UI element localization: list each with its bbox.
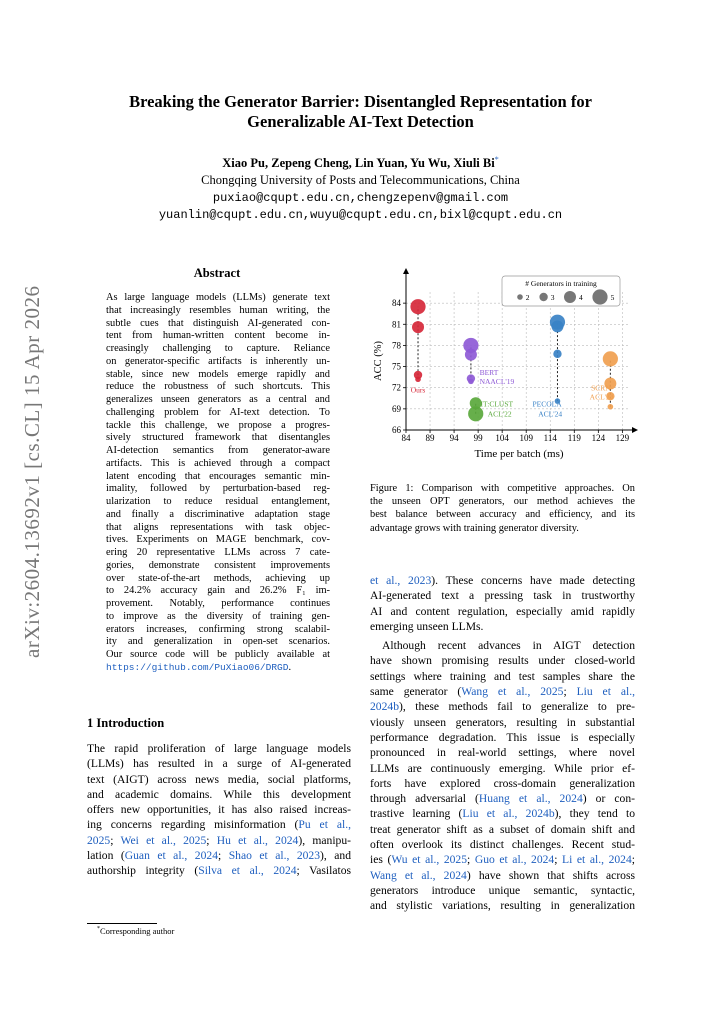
abstract-line: ity and generalization in open-set scenarios. [106,636,330,648]
legend-marker [539,293,547,301]
data-point [410,299,425,314]
introduction-line: ing concerns regarding misinformation (Pu et al., [87,818,351,832]
data-point [553,350,561,358]
figure-1-chart [350,262,640,462]
legend-title: # Generators in training [525,279,597,288]
series-annotation: SCRN [591,383,611,393]
x-tick-label: 104 [495,433,509,443]
right-column-line: AI-generated text a pressing task in trustworthy [370,589,635,603]
abstract-line: tent from human-written content become in- [106,330,330,342]
emails-line-1: puxiao@cqupt.edu.cn,chengzepenv@gmail.com [212,191,509,205]
right-column-line: treat generator shift as a subset of domain shift and [370,822,635,836]
abstract-line: ering 20 representative LLMs across 7 cate- [106,547,330,558]
abstract-line: reduce the robustness of such shortcuts. This [106,381,330,393]
arxiv-stamp: arXiv:2604.13692v1 [cs.CL] 15 Apr 2026 [20,285,44,658]
right-column-line: generators introduce unique semantic, syntactic, [370,883,635,897]
x-tick-label: 94 [449,433,459,443]
y-tick-label: 78 [392,340,401,351]
right-column-line: same generator (Wang et al., 2025; Liu et al., [370,685,635,699]
x-tick-label: 114 [543,433,557,443]
data-point [412,321,424,333]
right-column-line: settings where training and test samples share the [370,669,635,683]
caption-line: the unseen OPT generators, our method achieves the [370,496,635,508]
introduction-line: (LLMs) has resulted in a surge of AI-generated [87,757,351,771]
link-period: . [288,661,292,673]
right-column-line: often overlook its distinct challenges. Recent stud- [370,838,635,852]
legend-marker [517,294,523,300]
caption-line: advantage grows with training generator diversity. [370,522,579,534]
abstract-line: challenging problem for AI-text detection. To [106,406,330,418]
y-tick-label: 69 [392,403,401,414]
series-annotation: BERT [479,368,499,378]
legend-label: 4 [579,293,583,302]
legend-marker [592,289,607,304]
paper-title [60,92,661,132]
caption-line: best balance between accuracy and efficiency, and its [370,509,635,521]
abstract-line: subtle cues that distinguish AI-generated con- [106,317,330,329]
abstract-line: artifacts. This is achieved through a compact [106,457,330,469]
abstract-line: tives. Experiments on MAGE benchmark, cov- [106,534,330,546]
right-column-line: 2024b), these methods fail to generalize to pre- [370,700,635,714]
x-tick-label: 99 [473,433,483,443]
data-point [414,371,422,379]
abstract-line: gories, demonstrate consistent improvements [106,559,330,571]
x-tick-label: 119 [567,433,581,443]
right-column-line: et al., 2023). These concerns have made detecting [370,574,635,587]
title-line-1: Breaking the Generator Barrier: Disentangled Representation for [129,92,592,111]
affiliation: Chongqing University of Posts and Telecommunications, China [201,173,520,187]
introduction-line: authorship integrity (Silva et al., 2024; Vasilatos [87,864,351,878]
right-column-line: Wang et al., 2024) have shown that shifts across [370,868,635,882]
y-tick-label: 66 [392,425,401,435]
data-point [467,374,475,382]
right-column-line: trastive learning (Liu et al., 2024b), they tend to [370,807,635,821]
abstract-line: latent encoding that encourages semantic min- [106,470,330,482]
corresponding-mark[interactable]: * [494,155,499,164]
introduction-line: 2025; Wei et al., 2025; Hu et al., 2024), manipu- [87,833,351,847]
caption-line: Figure 1: Comparison with competitive approaches. On [370,483,635,494]
abstract-line: that aligns representations with task objec- [106,521,330,533]
data-point [550,315,565,330]
abstract-line: imality, followed by perturbation-based reg- [106,483,330,495]
abstract-line: over state-of-the-art methods, achieving up [106,572,330,584]
abstract-line: erators increases, confirming strong scalabil- [106,623,330,635]
abstract-line: stable, since new models emerge rapidly and [106,368,330,380]
abstract-line: tackle this challenge, we propose a progres- [106,419,330,431]
abstract-line: to improve as the diversity of training gen- [106,610,330,622]
figure-caption [370,482,635,535]
introduction-line: and academic domains. While this development [87,787,351,801]
y-tick-label: 72 [392,382,401,393]
introduction-line: text (AIGT) across news media, social platforms, [87,772,351,786]
x-axis-arrow [632,427,638,433]
abstract-line: that increasingly resembles human writing, the [106,304,330,316]
abstract-line: As large language models (LLMs) generate text [106,292,330,303]
x-tick-label: 109 [519,433,533,443]
abstract-line: provement. Notably, performance continues [106,598,330,609]
y-axis-label: ACC (%) [373,341,384,381]
y-axis-arrow [403,268,409,274]
abstract-line: Our source code will be publicly available at [106,649,330,660]
x-tick-label: 124 [591,433,606,443]
right-column-line: performance degradation. This issue is especially [370,730,635,744]
abstract-line: sively structured framework that disentangles [106,432,330,444]
emails-line-2: yuanlin@cqupt.edu.cn,wuyu@cqupt.edu.cn,bixl@cqupt.edu.cn [158,208,563,222]
right-column-line: ies (Wu et al., 2025; Guo et al., 2024; Li et al., 2024; [370,853,635,867]
abstract-line: on generator-specific artifacts is inherently un- [106,355,330,367]
right-column-line: AI and content regulation, especially amid rapidly [370,604,635,618]
x-axis-label: Time per batch (ms) [474,448,564,460]
footnote-mark: * [97,926,100,933]
data-point [463,338,478,353]
right-column-line: have shown promising results under closed-world [370,654,635,668]
series-annotation: IT:CLUST [480,399,514,409]
right-column-line: LLMs are continuously emerging. While prior ef- [370,761,635,775]
title-line-2: Generalizable AI-Text Detection [247,112,474,131]
series-annotation: NAACL'19 [479,377,515,387]
series-annotation: ACL'24 [589,392,614,402]
legend-label: 3 [550,293,555,302]
data-point [603,351,618,366]
introduction-heading: 1 Introduction [87,716,165,730]
introduction-line: The rapid proliferation of large language models [87,742,351,755]
x-tick-label: 84 [401,433,411,443]
y-tick-label: 75 [392,361,401,372]
right-column-line: and stylistic variations, resulting in generalization [370,899,635,913]
series-annotation: ACL'24 [538,409,563,419]
right-column-body [370,573,635,914]
data-point [608,404,614,410]
right-column-line: pronounced in real-world settings, where novel [370,746,635,760]
abstract-line: creasingly challenging to capture. Reliance [106,343,330,354]
footnote-text: Corresponding author [100,926,175,936]
author-list [60,155,661,171]
right-column-line: viously unseen generators, resulting in substantial [370,715,635,729]
abstract-line: and finally a discriminative adaptation stage [106,508,330,520]
introduction-body [87,741,351,879]
right-column-line: through adversarial (Huang et al., 2024) or con- [370,792,635,806]
abstract-body [106,292,330,675]
series-annotation: PECOLA [532,399,562,409]
right-column-line: Although recent advances in AIGT detection [382,639,635,653]
abstract-heading: Abstract [193,266,241,280]
series-annotation: Ours [410,385,426,395]
abstract-line: to 24.2% accuracy gain and 26.2% F₁ im- [106,585,330,597]
right-column-line: emerging unseen LLMs. [370,619,484,633]
x-tick-label: 89 [425,433,435,443]
introduction-line: lation (Guan et al., 2024; Shao et al., 2023), and [87,849,351,863]
legend-label: 5 [610,293,615,302]
series-annotation: ACL'22 [487,409,512,419]
footnote [97,926,174,936]
legend-label: 2 [525,293,530,302]
authors-text: Xiao Pu, Zepeng Cheng, Lin Yuan, Yu Wu, Xiuli Bi [222,156,495,171]
y-tick-label: 81 [392,319,401,330]
footnote-rule [87,923,157,924]
abstract-line: ularization to reduce residual entanglement, [106,496,330,507]
abstract-line: AI-detection semantics from generator-aware [106,445,330,456]
legend-marker [564,291,576,303]
y-tick-label: 84 [392,298,401,309]
right-column-line: forts have explored cross-domain generalization [370,776,635,790]
x-tick-label: 129 [615,433,630,443]
source-code-link[interactable]: https://github.com/PuXiao06/DRGD [106,661,289,673]
abstract-line: generalizes unseen generators as a central and [106,394,330,405]
abstract-link-line [106,662,330,675]
introduction-line: offers new opportunities, it has also raised increas- [87,803,351,817]
